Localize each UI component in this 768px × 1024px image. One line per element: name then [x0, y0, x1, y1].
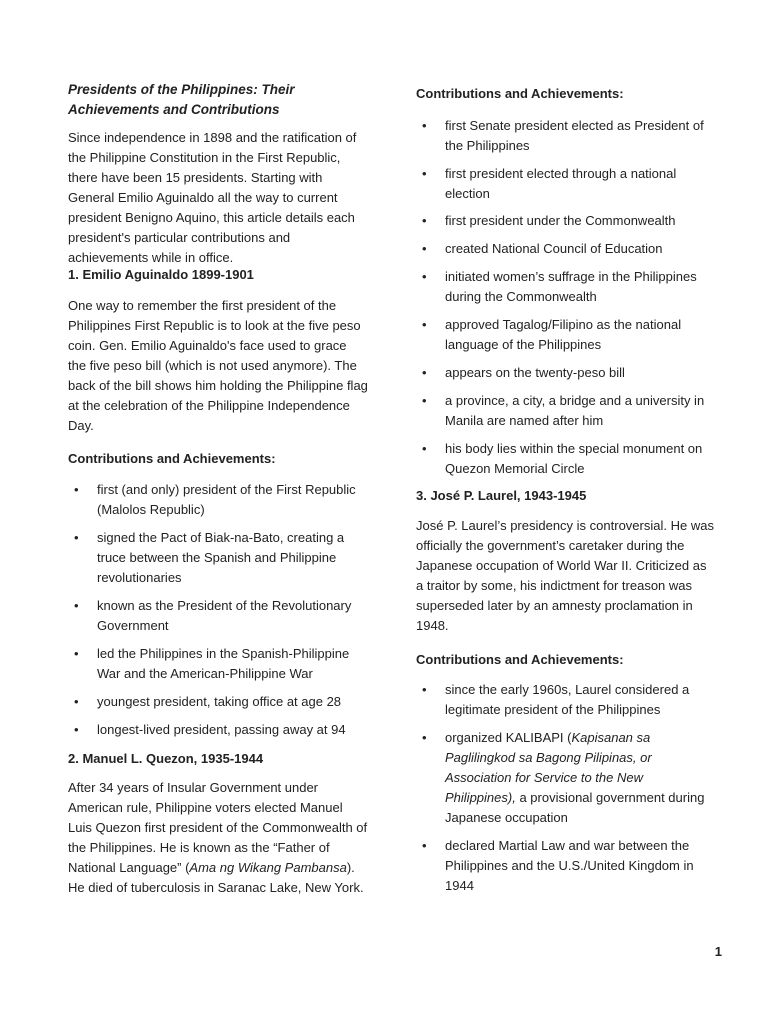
aguinaldo-contrib-heading: Contributions and Achievements: [68, 451, 276, 466]
aguinaldo-bullet-list [68, 480, 368, 740]
bullet-icon: • [74, 482, 79, 497]
list-item: • approved Tagalog/Filipino as the national language of the Philippines [422, 317, 682, 352]
bullet-icon: • [74, 722, 79, 737]
list-item: • first (and only) president of the First Republic (Malolos Republic) [74, 482, 356, 517]
bullet-icon: • [74, 530, 79, 545]
document-title: Presidents of the Philippines: Their Achievements and Contributions [68, 82, 295, 117]
list-item: • led the Philippines in the Spanish-Philippine War and the American-Philippine War [74, 646, 350, 681]
quezon-paragraph: After 34 years of Insular Government under American rule, Philippine voters elected Manuel Luis Quezon first president of the Commonwealth of the Philippines. He is known as the “Father of National Language” (Ama ng Wikang Pambansa). He died of tuberculosis in Saranac Lake, New York. [68, 780, 368, 895]
list-item: • created National Council of Education [416, 239, 716, 259]
list-item: • since the early 1960s, Laurel considered a legitimate president of the Philippines [422, 682, 690, 717]
list-item: • initiated women’s suffrage in the Philippines during the Commonwealth [422, 269, 697, 304]
laurel-heading: 3. José P. Laurel, 1943-1945 [416, 488, 587, 503]
list-item: • declared Martial Law and war between the Philippines and the U.S./United Kingdom in 1944 [422, 838, 694, 893]
bullet-icon: • [422, 393, 427, 408]
list-item: • youngest president, taking office at age 28 [68, 692, 368, 712]
bullet-icon: • [74, 598, 79, 613]
bullet-icon: • [422, 682, 427, 697]
bullet-icon: • [422, 241, 427, 256]
intro-paragraph: Since independence in 1898 and the ratification of the Philippine Constitution in the First Republic, there have been 15 presidents. Starting with General Emilio Aguinaldo all the way to current president Benigno Aquino, this article details each president's particular contributions and achievements while in office. [68, 130, 357, 265]
bullet-icon: • [422, 166, 427, 181]
aguinaldo-paragraph: One way to remember the first president of the Philippines First Republic is to look at the five peso coin. Gen. Emilio Aguinaldo's face used to grace the five peso bill (which is not used anymore). The back of the bill shows him holding the Philippine flag at the celebration of the Philippine Independence Day. [68, 298, 368, 433]
bullet-icon: • [74, 646, 79, 661]
aguinaldo-heading: 1. Emilio Aguinaldo 1899-1901 [68, 267, 254, 282]
bullet-icon: • [422, 730, 427, 745]
bullet-icon: • [422, 213, 427, 228]
bullet-icon: • [422, 365, 427, 380]
bullet-icon: • [422, 317, 427, 332]
bullet-icon: • [422, 269, 427, 284]
bullet-icon: • [74, 694, 79, 709]
laurel-paragraph: José P. Laurel’s presidency is controversial. He was officially the government’s caretaker during the Japanese occupation of World War II. Criticized as a traitor by some, his indictment for treason was superseded later by an amnesty proclamation in 1948. [416, 518, 714, 633]
bullet-icon: • [422, 838, 427, 853]
laurel-bullet-list [416, 680, 716, 895]
page-number: 1 [714, 944, 722, 959]
list-item: • his body lies within the special monument on Quezon Memorial Circle [422, 441, 703, 476]
list-item: • known as the President of the Revolutionary Government [74, 598, 352, 633]
list-item: • longest-lived president, passing away at 94 [68, 720, 368, 740]
list-item: • appears on the twenty-peso bill [416, 363, 716, 383]
list-item: • signed the Pact of Biak-na-Bato, creating a truce between the Spanish and Philippine revolutionaries [74, 530, 345, 585]
list-item: • first president under the Commonwealth [416, 211, 716, 231]
bullet-icon: • [422, 118, 427, 133]
laurel-contrib-heading: Contributions and Achievements: [416, 652, 624, 667]
list-item: • first Senate president elected as President of the Philippines [422, 118, 704, 153]
quezon-contrib-heading: Contributions and Achievements: [416, 86, 624, 101]
quezon-bullet-list [416, 116, 716, 481]
list-item: • organized KALIBAPI (Kapisanan sa Paglilingkod sa Bagong Pilipinas, or Association for Service to the New Philippines), a provisional government during Japanese occupation [422, 730, 705, 825]
quezon-heading: 2. Manuel L. Quezon, 1935-1944 [68, 751, 264, 766]
list-item: • first president elected through a national election [422, 166, 677, 201]
bullet-icon: • [422, 441, 427, 456]
list-item: • a province, a city, a bridge and a university in Manila are named after him [422, 393, 705, 428]
